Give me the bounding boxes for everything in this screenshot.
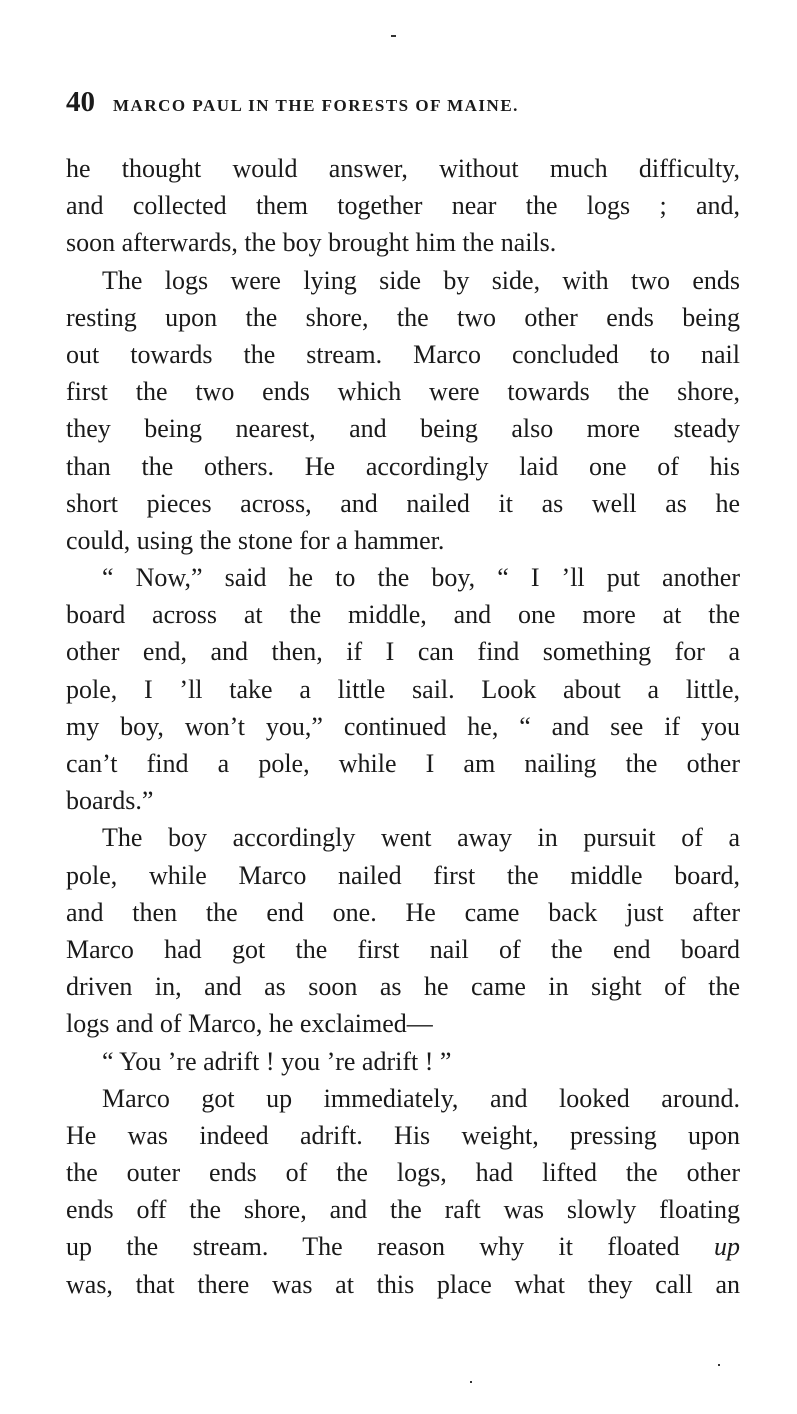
italic-word: up <box>714 1232 740 1262</box>
text-line: than the others. He accordingly laid one of his <box>66 451 740 481</box>
text-line: was, that there was at this place what they call an <box>66 1269 740 1299</box>
text-line: they being nearest, and being also more steady <box>66 414 740 444</box>
text-line: my boy, won’t you,” continued he, “ and see if you <box>66 711 740 741</box>
text-line: driven in, and as soon as he came in sight of the <box>66 972 740 1002</box>
text-line: other end, and then, if I can find something for a <box>66 637 740 667</box>
running-title: MARCO PAUL IN THE FORESTS OF MAINE. <box>113 96 519 115</box>
text-line: ends off the shore, and the raft was slowly floating <box>66 1195 740 1225</box>
print-speck <box>391 35 396 37</box>
text-line: The boy accordingly went away in pursuit of a <box>102 823 740 853</box>
text-line: Marco got up immediately, and looked around. <box>102 1083 740 1113</box>
text-line: soon afterwards, the boy brought him the nails. <box>66 228 557 258</box>
text-line: short pieces across, and nailed it as well as he <box>66 488 740 518</box>
text-line: and then the end one. He came back just after <box>66 897 740 927</box>
text-line: and collected them together near the logs ; and, <box>66 191 740 221</box>
text-line: pole, I ’ll take a little sail. Look about a little, <box>66 674 740 704</box>
text-line: he thought would answer, without much difficulty, <box>66 154 740 183</box>
text-line: “ You ’re adrift ! you ’re adrift ! ” <box>102 1046 452 1076</box>
text-line: logs and of Marco, he exclaimed— <box>66 1009 433 1039</box>
text-line: boards.” <box>66 786 154 816</box>
text-line: first the two ends which were towards the shore, <box>66 377 740 407</box>
print-speck <box>718 1364 720 1366</box>
print-speck <box>470 1381 472 1383</box>
text-line: resting upon the shore, the two other ends being <box>66 302 740 332</box>
text-line: board across at the middle, and one more at the <box>66 600 740 630</box>
text-line: The logs were lying side by side, with two ends <box>102 265 740 295</box>
text-line: the outer ends of the logs, had lifted the other <box>66 1158 740 1188</box>
running-header <box>66 86 746 126</box>
text-line: can’t find a pole, while I am nailing the other <box>66 749 740 778</box>
text-line: out towards the stream. Marco concluded to nail <box>66 339 740 369</box>
page-number: 40 <box>66 86 95 118</box>
text-line: up the stream. The reason why it floated up <box>66 1232 740 1262</box>
text-line: He was indeed adrift. His weight, pressing upon <box>66 1120 740 1150</box>
text-line: could, using the stone for a hammer. <box>66 525 445 555</box>
text-line: pole, while Marco nailed first the middle board, <box>66 860 740 890</box>
body-text <box>66 150 740 1303</box>
text-line: “ Now,” said he to the boy, “ I ’ll put another <box>102 563 740 593</box>
text-line: Marco had got the first nail of the end board <box>66 934 740 964</box>
